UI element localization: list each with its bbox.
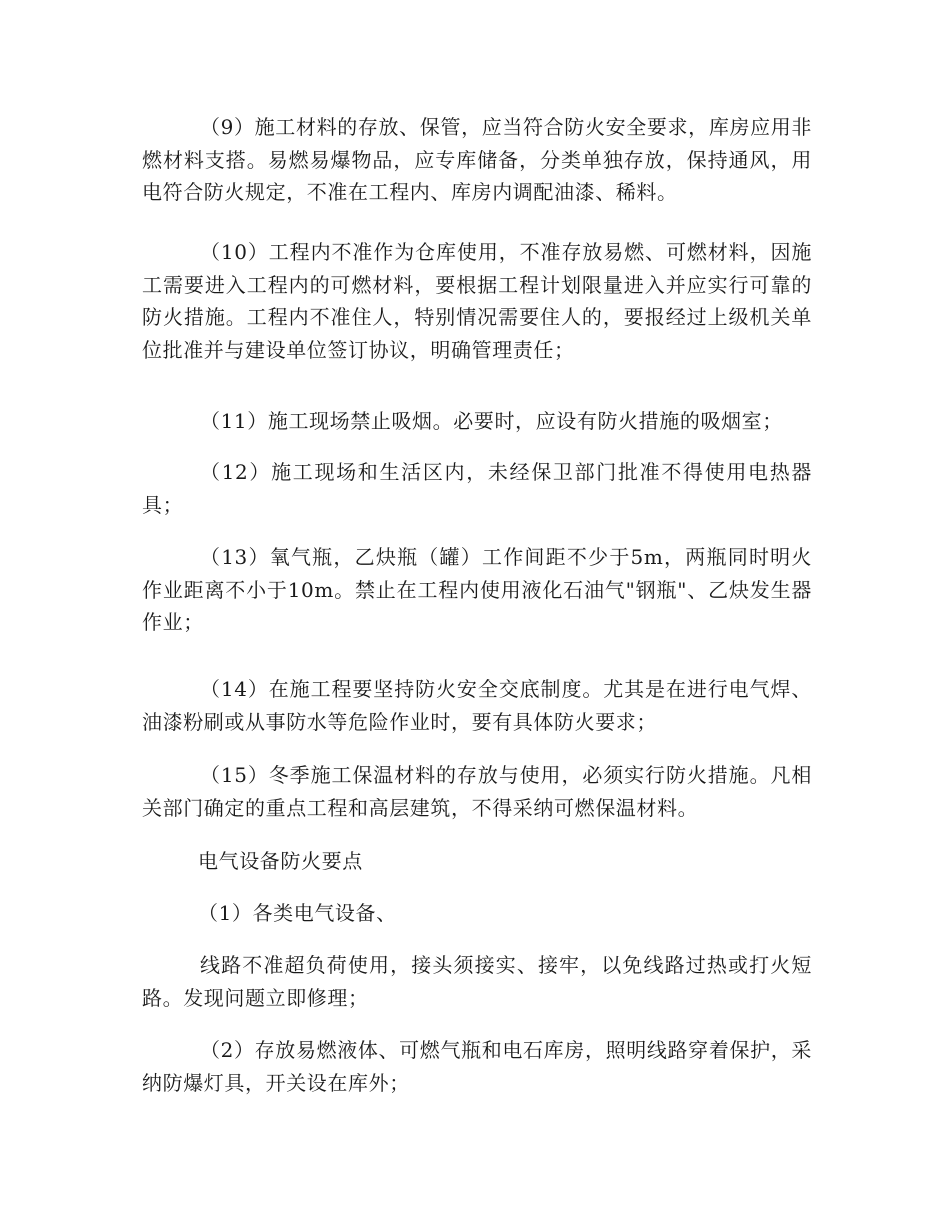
paragraph-item-12: （12）施工现场和生活区内，未经保卫部门批准不得使用电热器具； xyxy=(142,460,812,517)
paragraph-item-13: （13）氧气瓶，乙炔瓶（罐）工作间距不少于5m，两瓶同时明火作业距离不小于10m。禁止在工程内使用液化石油气"钢瓶"、乙炔发生器作业； xyxy=(142,545,812,634)
paragraph-item-10: （10）工程内不准作为仓库使用，不准存放易燃、可燃材料，因施工需要进入工程内的可燃材料，要根据工程计划限量进入并应实行可靠的防火措施。工程内不准住人，特别情况需要住人的，要报经过上级机关单位批准并与建设单位签订协议，明确管理责任； xyxy=(142,240,812,362)
paragraph-item-15: （15）冬季施工保温材料的存放与使用，必须实行防火措施。凡相关部门确定的重点工程和高层建筑，不得采纳可燃保温材料。 xyxy=(142,763,812,820)
paragraph-electrical-1-start: （1）各类电气设备、 xyxy=(198,901,397,925)
paragraph-electrical-1-cont: 线路不准超负荷使用，接头须接实、接牢，以免线路过热或打火短路。发现问题立即修理； xyxy=(142,953,812,1010)
paragraph-electrical-2: （2）存放易燃液体、可燃气瓶和电石库房，照明线路穿着保护，采纳防爆灯具，开关设在库外； xyxy=(142,1038,812,1095)
paragraph-item-14: （14）在施工程要坚持防火安全交底制度。尤其是在进行电气焊、油漆粉刷或从事防水等危险作业时，要有具体防火要求； xyxy=(142,677,812,734)
section-heading: 电气设备防火要点 xyxy=(198,849,363,873)
paragraph-item-11: （11）施工现场禁止吸烟。必要时，应设有防火措施的吸烟室； xyxy=(200,409,783,433)
paragraph-item-9: （9）施工材料的存放、保管，应当符合防火安全要求，库房应用非燃材料支搭。易燃易爆物品，应专库储备，分类单独存放，保持通风，用电符合防火规定，不准在工程内、库房内调配油漆、稀料。 xyxy=(142,115,812,204)
